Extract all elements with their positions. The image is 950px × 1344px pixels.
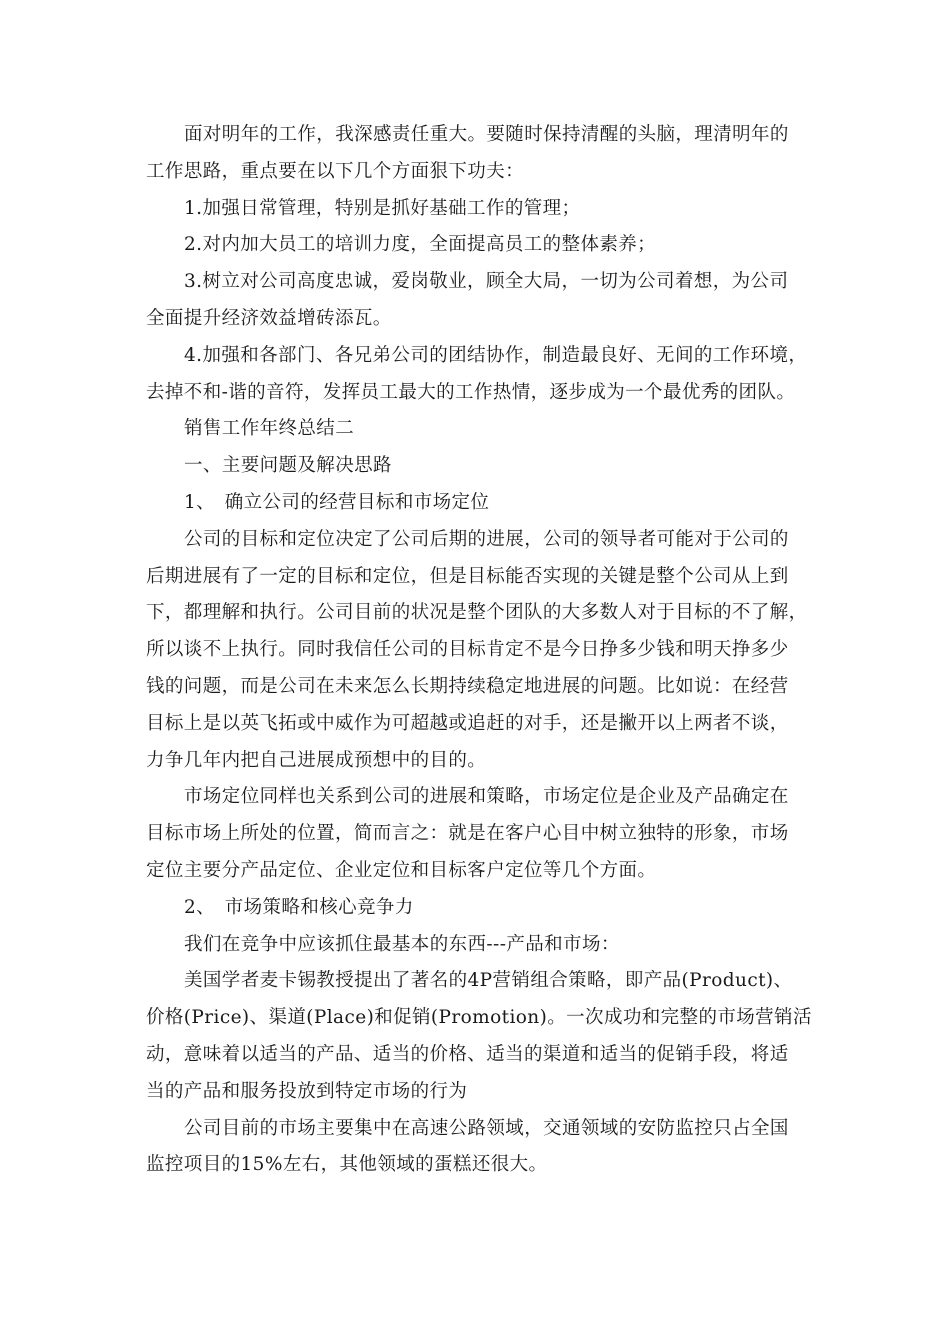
text-line: 目标市场上所处的位置，简而言之：就是在客户心目中树立独特的形象，市场 xyxy=(146,823,789,845)
text-line: 去掉不和-谐的音符，发挥员工最大的工作热情，逐步成为一个最优秀的团队。 xyxy=(146,381,796,403)
paragraph xyxy=(146,411,806,448)
paragraph xyxy=(146,963,812,1110)
document-page xyxy=(146,117,812,1184)
text-line: 1、 确立公司的经营目标和市场定位 xyxy=(184,491,490,513)
paragraph xyxy=(146,1111,806,1185)
text-line: 力争几年内把自己进展成预想中的目的。 xyxy=(146,749,487,771)
text-line: 价格(Price)、渠道(Place)和促销(Promotion)。一次成功和完整的市场营销活 xyxy=(146,1007,812,1029)
paragraph xyxy=(146,522,806,780)
text-line: 公司目前的市场主要集中在高速公路领域，交通领域的安防监控只占全国 xyxy=(184,1117,789,1139)
text-line: 钱的问题，而是公司在未来怎么长期持续稳定地进展的问题。比如说：在经营 xyxy=(146,675,789,697)
text-line: 销售工作年终总结二 xyxy=(184,418,355,440)
paragraph xyxy=(146,927,806,964)
paragraph xyxy=(146,338,806,412)
text-line: 定位主要分产品定位、企业定位和目标客户定位等几个方面。 xyxy=(146,859,657,881)
text-line: 全面提升经济效益增砖添瓦。 xyxy=(146,307,392,329)
paragraph xyxy=(146,227,806,264)
paragraph xyxy=(146,191,806,228)
paragraph xyxy=(146,117,806,191)
text-line: 动，意味着以适当的产品、适当的价格、适当的渠道和适当的促销手段，将适 xyxy=(146,1043,789,1065)
text-line: 我们在竞争中应该抓住最基本的东西---产品和市场： xyxy=(184,933,620,955)
text-line: 当的产品和服务投放到特定市场的行为 xyxy=(146,1080,468,1102)
text-line: 工作思路，重点要在以下几个方面狠下功夫： xyxy=(146,160,525,182)
text-line: 所以谈不上执行。同时我信任公司的目标肯定不是今日挣多少钱和明天挣多少 xyxy=(146,639,789,661)
text-line: 3.树立对公司高度忠诚，爱岗敬业，顾全大局，一切为公司着想，为公司 xyxy=(184,271,789,293)
paragraph xyxy=(146,264,806,338)
text-line: 1.加强日常管理，特别是抓好基础工作的管理； xyxy=(184,197,581,219)
text-line: 2.对内加大员工的培训力度，全面提高员工的整体素养； xyxy=(184,234,657,256)
text-line: 2、 市场策略和核心竞争力 xyxy=(184,896,414,918)
text-line: 4.加强和各部门、各兄弟公司的团结协作，制造最良好、无间的工作环境， xyxy=(184,344,808,366)
paragraph xyxy=(146,448,806,485)
text-line: 市场定位同样也关系到公司的进展和策略，市场定位是企业及产品确定在 xyxy=(184,786,789,808)
text-line: 美国学者麦卡锡教授提出了著名的4P营销组合策略，即产品(Product)、 xyxy=(184,970,793,992)
text-line: 下，都理解和执行。公司目前的状况是整个团队的大多数人对于目标的不了解， xyxy=(146,602,808,624)
paragraph xyxy=(146,779,806,889)
text-line: 后期进展有了一定的目标和定位，但是目标能否实现的关键是整个公司从上到 xyxy=(146,565,789,587)
paragraph xyxy=(146,485,806,522)
text-line: 一、主要问题及解决思路 xyxy=(184,455,392,477)
text-line: 面对明年的工作，我深感责任重大。要随时保持清醒的头脑，理清明年的 xyxy=(184,124,789,145)
text-line: 监控项目的15%左右，其他领域的蛋糕还很大。 xyxy=(146,1154,548,1176)
text-line: 公司的目标和定位决定了公司后期的进展，公司的领导者可能对于公司的 xyxy=(184,528,789,550)
paragraph xyxy=(146,890,806,927)
text-line: 目标上是以英飞拓或中威作为可超越或追赶的对手，还是撇开以上两者不谈， xyxy=(146,712,789,734)
